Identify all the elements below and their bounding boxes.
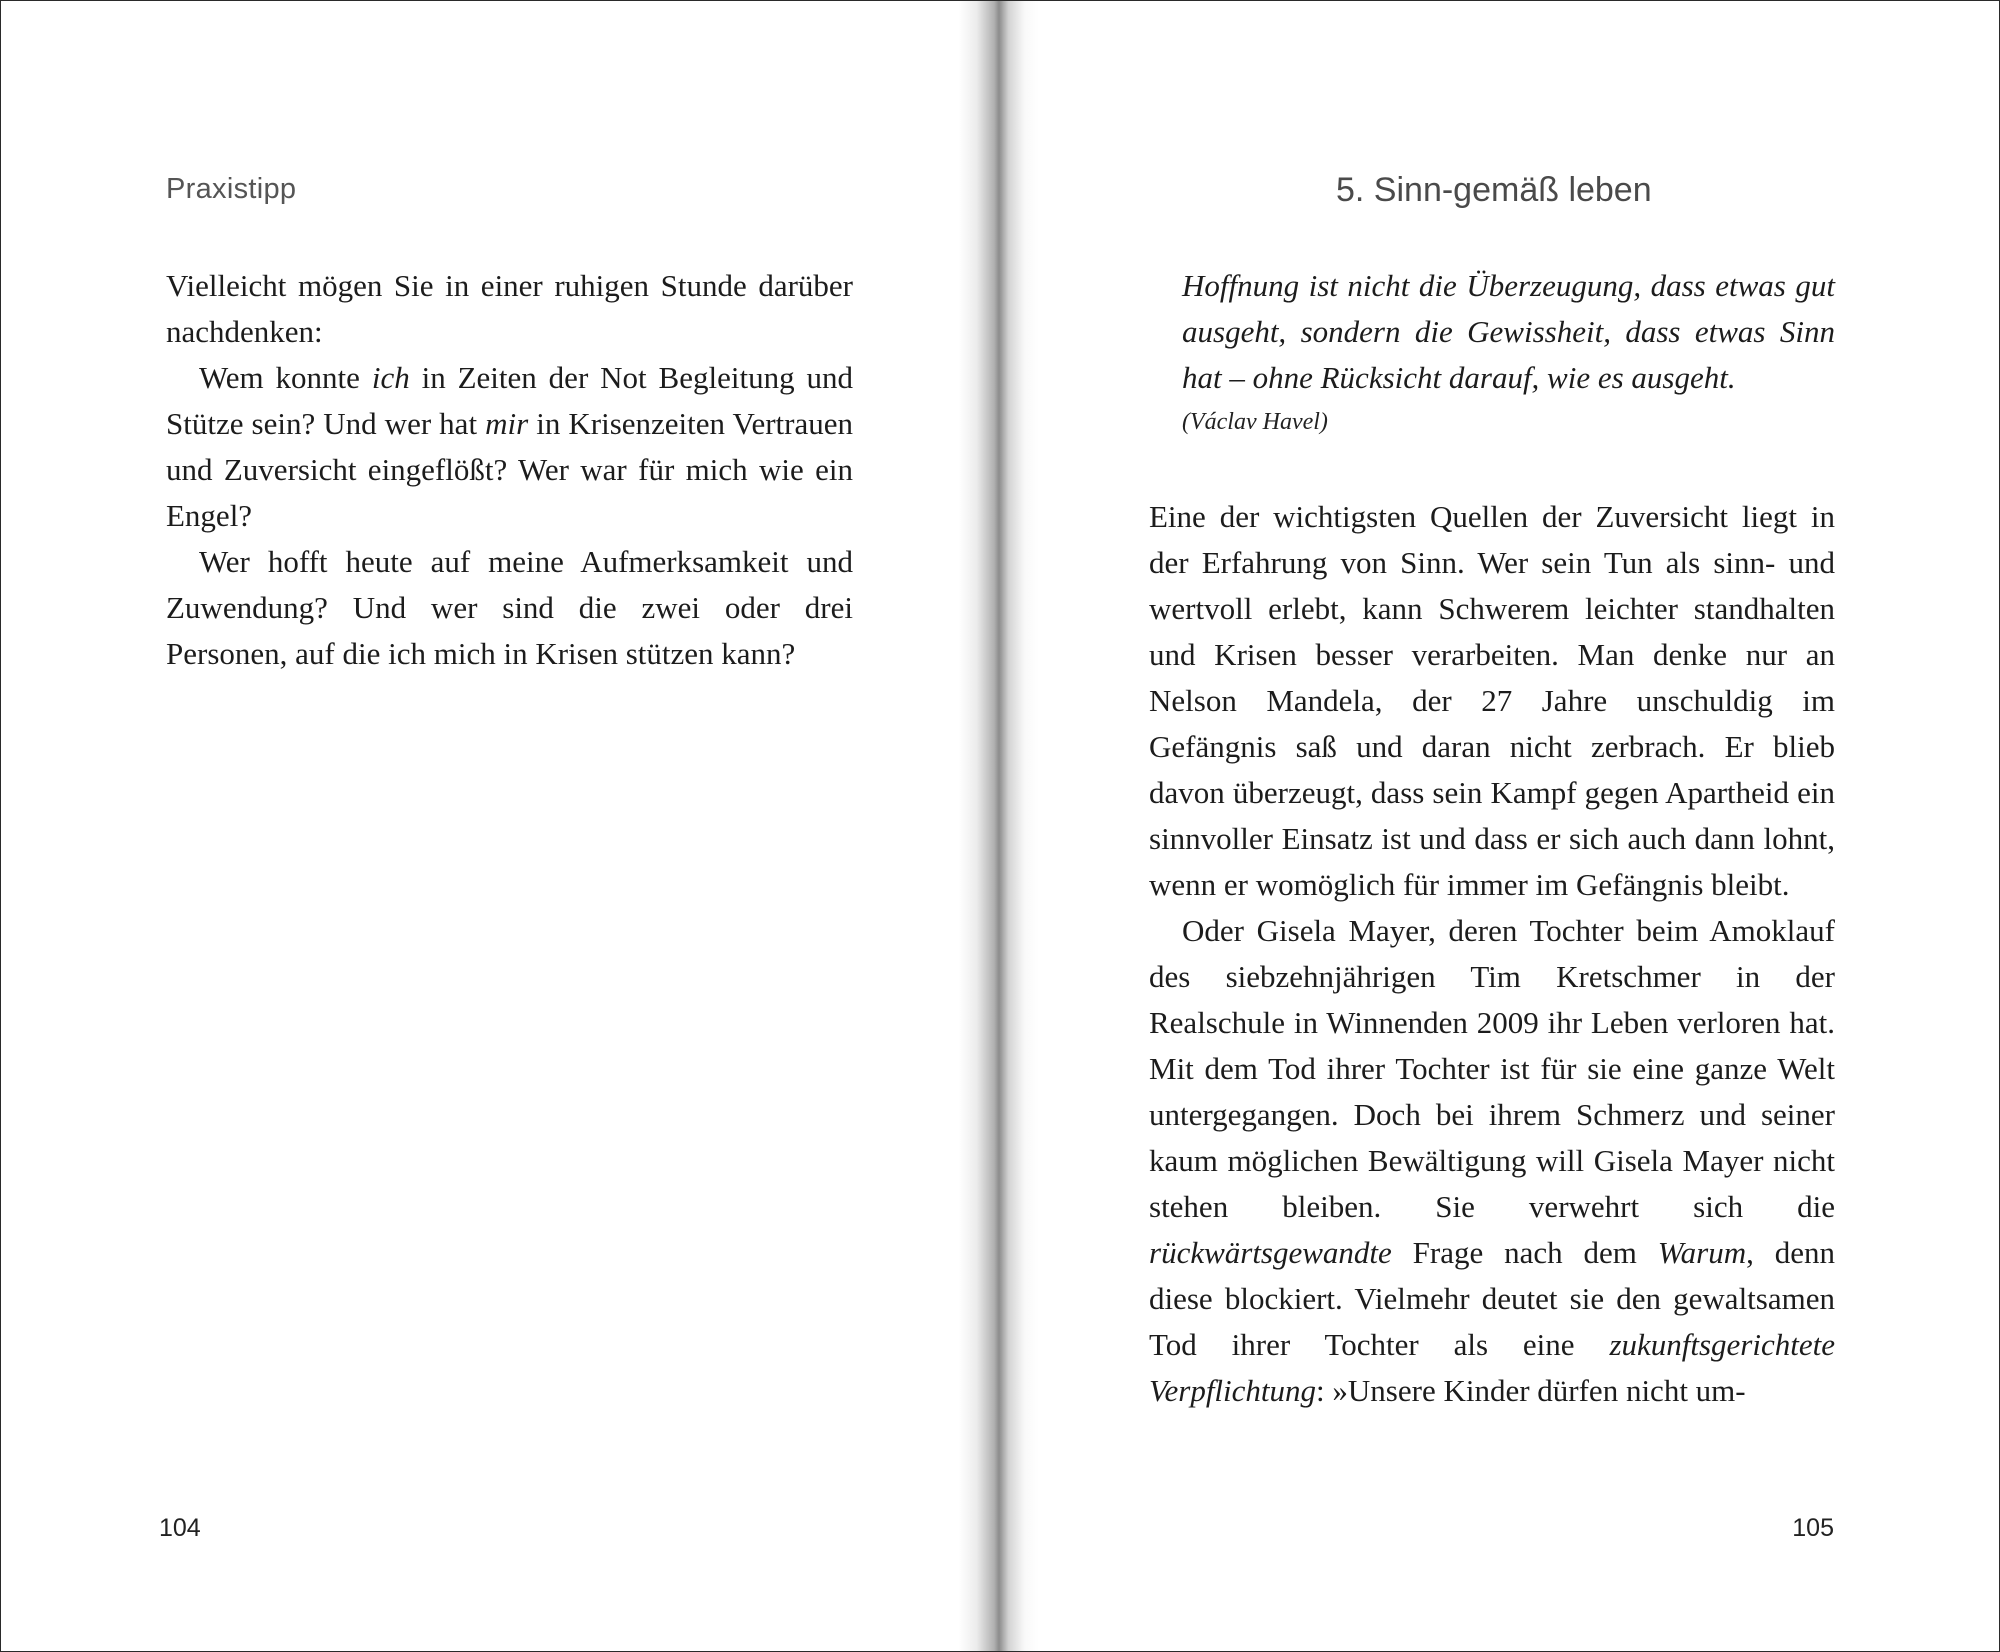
- page-number: 105: [1792, 1514, 1834, 1542]
- left-body-text: [166, 263, 853, 677]
- emphasis-text: Warum: [1657, 1235, 1747, 1270]
- paragraph: [1149, 494, 1835, 908]
- right-body-text: [1149, 494, 1835, 1414]
- emphasis-text: rückwärtsgewandte: [1149, 1235, 1392, 1270]
- text-run: Wer hofft heute auf meine Aufmerksamkeit und Zuwendung? Und wer sind die zwei oder drei Personen, auf die ich mich in Krisen stützen kann?: [166, 544, 853, 671]
- paragraph: [166, 539, 853, 677]
- epigraph-author: (Václav Havel): [1182, 409, 1328, 435]
- text-run: Wem konnte: [199, 360, 372, 395]
- left-page: [1, 1, 991, 1651]
- text-run: in Krisenzeiten Vertrauen und Zuversicht eingeflößt? Wer war für mich wie ein Engel?: [166, 406, 853, 533]
- emphasis-text: zukunftsgerichtete Verpflichtung: [1149, 1327, 1835, 1408]
- text-run: in Zeiten der Not Begleitung und Stütze sein? Und wer hat: [166, 360, 853, 441]
- page-number: 104: [159, 1514, 201, 1542]
- text-run: Vielleicht mögen Sie in einer ruhigen Stunde darüber nachdenken:: [166, 268, 853, 349]
- emphasis-text: mir: [485, 406, 529, 441]
- paragraph: [166, 355, 853, 539]
- text-run: Oder Gisela Mayer, deren Tochter beim Amoklauf des siebzehnjährigen Tim Kretschmer in der Realschule in Winnenden 2009 ihr Leben verloren hat. Mit dem Tod ihrer Tochter ist für sie eine ganze Welt untergegangen. Doch bei ihrem Schmerz und seiner kaum möglichen Bewältigung will Gisela Mayer nicht stehen bleiben. Sie verwehrt sich die: [1149, 913, 1835, 1224]
- text-run: : »Unsere Kinder dürfen nicht um-: [1316, 1373, 1746, 1408]
- right-page: [1001, 1, 1999, 1651]
- text-run: , denn diese blockiert. Vielmehr deutet sie den gewaltsamen Tod ihrer Tochter als eine: [1149, 1235, 1835, 1362]
- text-run: Eine der wichtigsten Quellen der Zuversicht liegt in der Erfahrung von Sinn. Wer sein Tun als sinn- und wertvoll erlebt, kann Schwerem leichter standhalten und Krisen besser verarbeiten. Man denke nur an Nelson Mandela, der 27 Jahre unschuldig im Gefängnis saß und daran nicht zerbrach. Er blieb davon überzeugt, dass sein Kampf gegen Apartheid ein sinnvoller Einsatz ist und dass er sich auch dann lohnt, wenn er womöglich für immer im Gefängnis bleibt.: [1149, 499, 1835, 902]
- chapter-title: 5. Sinn-gemäß leben: [1336, 171, 1652, 209]
- running-head: Praxistipp: [166, 173, 297, 205]
- epigraph-quote: Hoffnung ist nicht die Überzeugung, dass etwas gut ausgeht, sondern die Gewissheit, dass etwas Sinn hat – ohne Rücksicht darauf, wie es ausgeht.: [1182, 268, 1835, 395]
- paragraph: [166, 263, 853, 355]
- text-run: Frage nach dem: [1391, 1235, 1658, 1270]
- emphasis-text: ich: [371, 360, 410, 395]
- paragraph: [1149, 908, 1835, 1414]
